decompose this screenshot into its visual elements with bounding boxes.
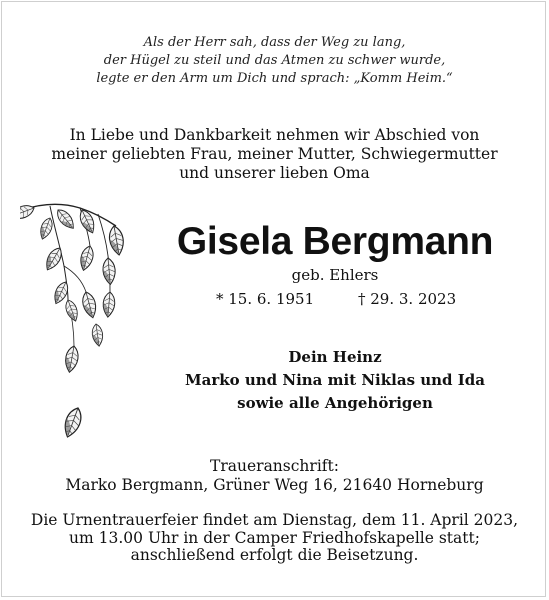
birch-leaves-illustration [20,196,135,441]
birth-name: geb. Ehlers [291,266,379,284]
address-line: Marko Bergmann, Grüner Weg 16, 21640 Horneburg [65,476,484,494]
service-line: um 13.00 Uhr in der Camper Friedhofskapelle statt; [69,528,480,547]
poem-line: der Hügel zu steil und das Atmen zu schwer wurde, [103,53,446,68]
address-label: Traueranschrift: [210,457,339,475]
death-date: † 29. 3. 2023 [358,290,457,308]
service-line: anschließend erfolgt die Beisetzung. [130,546,419,564]
intro-line: In Liebe und Dankbarkeit nehmen wir Abschied von [69,126,480,144]
service-line: Die Urnentrauerfeier findet am Dienstag, dem 11. April 2023, [30,511,519,529]
intro-line: und unserer lieben Oma [179,164,370,182]
mourning-address [0,457,549,495]
intro-line: meiner geliebten Frau, meiner Mutter, Schwiegermutter [51,145,498,163]
poem-line: Als der Herr sah, dass der Weg zu lang, [143,35,406,50]
poem-line: legte er den Arm um Dich und sprach: „Komm Heim.“ [96,71,453,86]
birth-date: * 15. 6. 1951 [216,290,315,308]
service-info [0,512,549,565]
deceased-name: Gisela Bergmann [176,220,494,263]
poem [0,34,549,88]
farewell-intro [0,126,549,183]
mourners [150,346,520,415]
mourner-line: Marko und Nina mit Niklas und Ida [185,371,485,389]
mourner-line: sowie alle Angehörigen [237,394,433,412]
mourner-line: Dein Heinz [288,348,382,366]
